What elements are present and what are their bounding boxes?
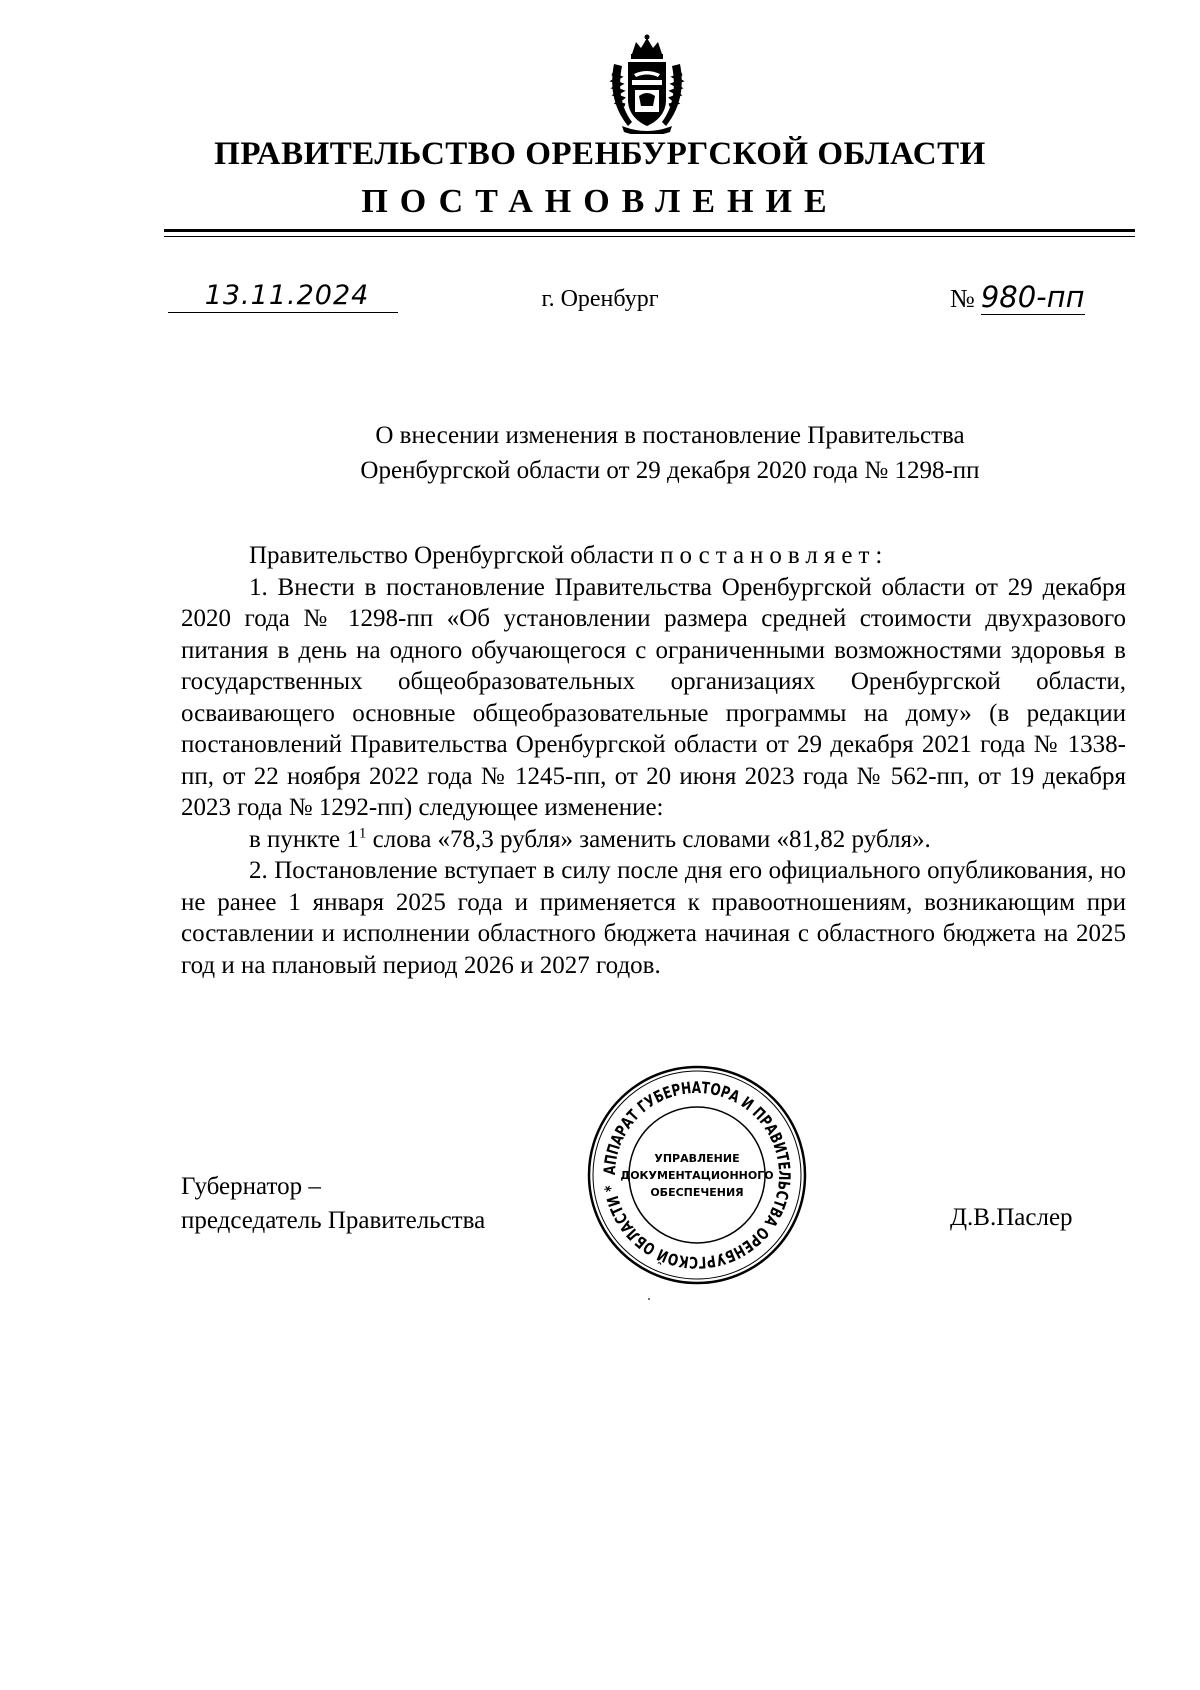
official-stamp [586,1064,808,1286]
document-number-field [950,280,1085,314]
ink-dot [648,1298,650,1300]
intro-verb: постановляет: [660,542,889,569]
header-divider-thick [164,229,1135,232]
document-type-title: ПОСТАНОВЛЕНИЕ [361,183,839,220]
coat-of-arms-icon [608,34,686,134]
resolution-intro [181,540,1126,572]
stamp-ring-text: АППАРАТ ГУБЕРНАТОРА И ПРАВИТЕЛЬСТВА ОРЕНБУРГСКОЙ ОБЛАСТИ * [599,1077,795,1273]
position-line: председатель Правительства [181,1207,486,1234]
clause-1-amendment [181,824,1126,856]
organization-title: ПРАВИТЕЛЬСТВО ОРЕНБУРГСКОЙ ОБЛАСТИ [214,136,986,172]
clause-2: 2. Постановление вступает в силу после дня его официального опубликования, но не ранее 1 января 2025 года и применяется к правоотношениям, возникающим при составлении и исполнении областного бюджета начиная с областного бюджета на 2025 год и на плановый период 2026 и 2027 годов. [181,857,1126,979]
signatory-position [181,1170,485,1238]
document-subject [300,418,1040,488]
position-line: Губернатор – [181,1173,321,1200]
amendment-text-end: слова «78,3 рубля» заменить словами «81,82 рубля». [366,825,931,853]
stamp-inner-text: УПРАВЛЕНИЕ [654,1152,740,1165]
number-prefix: № [950,284,975,313]
document-date: 13.11.2024 [204,280,370,311]
subject-line: Оренбургской области от 29 декабря 2020 года № 1298-пп [360,457,980,484]
signatory-name: Д.В.Паслер [950,1204,1073,1231]
superscript: 1 [358,825,367,842]
amendment-text-start: в пункте 1 [249,825,359,853]
intro-text: Правительство Оренбургской области [249,542,654,569]
stamp-inner-text: ОБЕСПЕЧЕНИЯ [650,1186,744,1199]
document-body [181,540,1126,981]
subject-line: О внесении изменения в постановление Правительства [375,422,965,449]
header-divider-thin [164,236,1135,237]
stamp-inner-text: ДОКУМЕНТАЦИОННОГО [620,1169,774,1182]
document-city: г. Оренбург [541,286,659,312]
clause-1: 1. Внести в постановление Правительства Оренбургской области от 29 декабря 2020 года № 1298-пп «Об установлении размера средней стоимости двухразового питания в день на одного обучающегося с ограниченными возможностями здоровья в государственных общеобразовательных организациях Оренбургской области, осваивающего основные общеобразовательные программы на дому» (в редакции постановлений Правительства Оренбургской области от 29 декабря 2021 года № 1338-пп, от 22 ноября 2022 года № 1245-пп, от 20 июня 2023 года № 562-пп, от 19 декабря 2023 года № 1292-пп) следующее изменение: [181,573,1126,821]
document-number: 980-пп [980,280,1085,314]
